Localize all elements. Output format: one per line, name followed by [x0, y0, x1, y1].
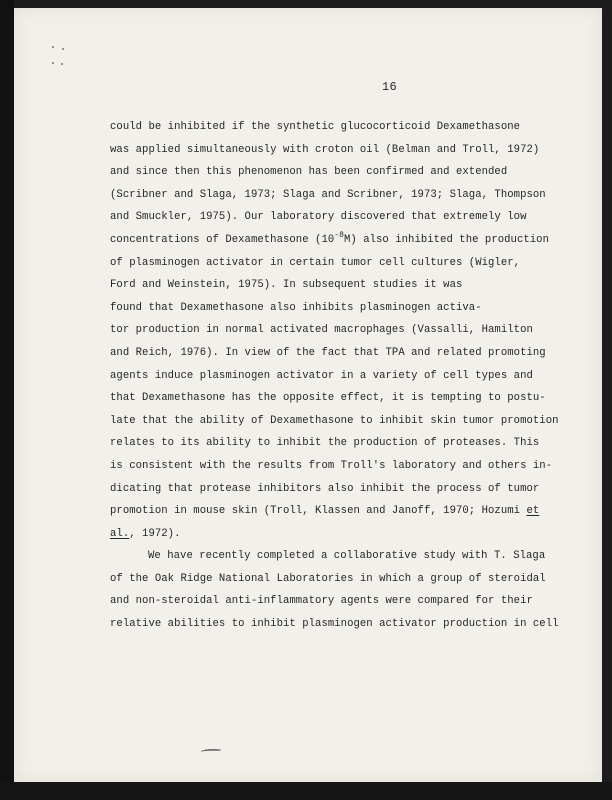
text-line: found that Dexamethasone also inhibits plasminogen activa- [110, 301, 482, 314]
text-line: is consistent with the results from Troll's laboratory and others in- [110, 459, 553, 472]
text-segment: promotion in mouse skin (Troll, Klassen and Janoff, 1970; Hozumi [110, 505, 527, 518]
text-line: relative abilities to inhibit plasminogen activator production in cell [110, 618, 559, 631]
text-line: tor production in normal activated macrophages (Vassalli, Hamilton [110, 324, 533, 337]
text-line: Ford and Weinstein, 1975). In subsequent studies it was [110, 279, 463, 292]
text-segment: M) also inhibited the production [343, 233, 550, 246]
text-line-with-superscript [110, 229, 550, 252]
scanner-frame-left [0, 0, 14, 800]
text-line: and Smuckler, 1975). Our laboratory discovered that extremely low [110, 211, 527, 224]
text-line: late that the ability of Dexamethasone to inhibit skin tumor promotion [110, 414, 559, 427]
scanner-frame-bottom [0, 782, 612, 800]
text-line: and Reich, 1976). In view of the fact that TPA and related promoting [110, 346, 546, 359]
text-line: that Dexamethasone has the opposite effect, it is tempting to postu- [110, 392, 546, 405]
body-text [110, 116, 559, 636]
text-line: of the Oak Ridge National Laboratories in which a group of steroidal [110, 572, 546, 585]
text-line: agents induce plasminogen activator in a variety of cell types and [110, 369, 533, 382]
text-line: relates to its ability to inhibit the production of proteases. This [110, 437, 540, 450]
exponent: -8 [334, 230, 344, 240]
text-line: and since then this phenomenon has been confirmed and extended [110, 166, 508, 179]
scan-specks [48, 40, 78, 80]
ink-smudge [200, 748, 222, 752]
text-line: dicating that protease inhibitors also inhibit the process of tumor [110, 482, 540, 495]
text-segment: concentrations of Dexamethasone (10 [110, 233, 335, 246]
text-line-with-underline [110, 523, 530, 546]
text-line: (Scribner and Slaga, 1973; Slaga and Scribner, 1973; Slaga, Thompson [110, 188, 546, 201]
text-line: We have recently completed a collaborative study with T. Slaga [148, 550, 546, 563]
text-line: could be inhibited if the synthetic glucocorticoid Dexamethasone [110, 121, 521, 133]
text-line: of plasminogen activator in certain tumor cell cultures (Wigler, [110, 256, 521, 269]
text-segment: , 1972). [129, 527, 181, 540]
page-number: 16 [382, 80, 398, 94]
text-line: was applied simultaneously with croton oil (Belman and Troll, 1972) [110, 143, 540, 156]
underlined-text: et [526, 505, 540, 518]
underlined-text: al. [110, 527, 130, 540]
text-line: and non-steroidal anti-inflammatory agents were compared for their [110, 595, 533, 608]
text-line-with-underline [110, 500, 540, 523]
